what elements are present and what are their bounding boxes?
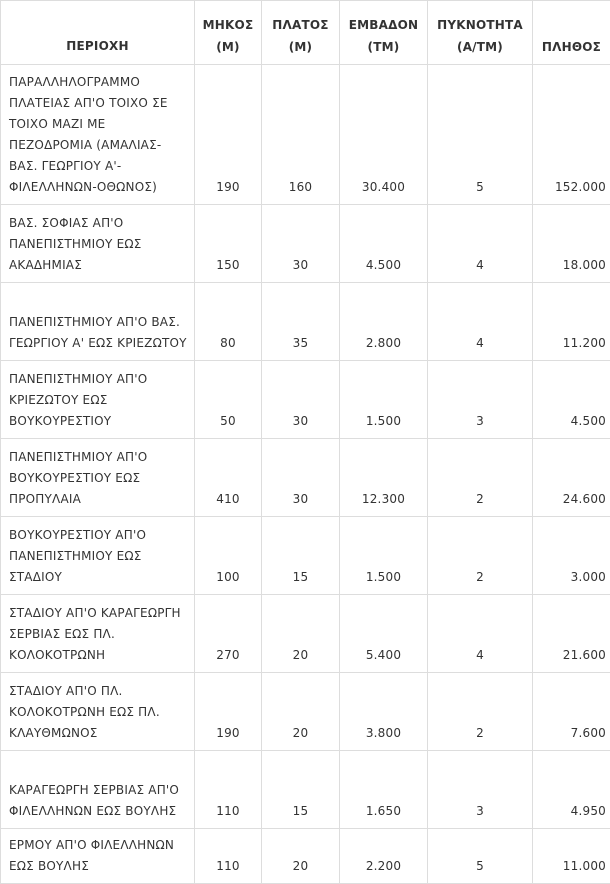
cell-region: ΚΑΡΑΓΕΩΡΓΗ ΣΕΡΒΙΑΣ ΑΠ'Ο ΦΙΛΕΛΛΗΝΩΝ ΕΩΣ ΒΟΥΛΗΣ [1, 751, 195, 829]
cell-width: 20 [262, 673, 340, 751]
cell-width: 35 [262, 283, 340, 361]
cell-region: ΣΤΑΔΙΟΥ ΑΠ'Ο ΚΑΡΑΓΕΩΡΓΗ ΣΕΡΒΙΑΣ ΕΩΣ ΠΛ. ΚΟΛΟΚΟΤΡΩΝΗ [1, 595, 195, 673]
cell-density: 5 [428, 65, 533, 205]
table-row [1, 65, 610, 205]
cell-density: 3 [428, 361, 533, 439]
header-width: ΠΛΑΤΟΣ (Μ) [262, 1, 340, 65]
cell-count: 4.950 [533, 751, 610, 829]
header-density: ΠΥΚΝΟΤΗΤΑ (Α/ΤΜ) [428, 1, 533, 65]
cell-region: ΒΟΥΚΟΥΡΕΣΤΙΟΥ ΑΠ'Ο ΠΑΝΕΠΙΣΤΗΜΙΟΥ ΕΩΣ ΣΤΑΔΙΟΥ [1, 517, 195, 595]
cell-density: 5 [428, 829, 533, 884]
cell-area: 1.500 [340, 361, 428, 439]
cell-width: 15 [262, 517, 340, 595]
cell-region: ΠΑΝΕΠΙΣΤΗΜΙΟΥ ΑΠ'Ο ΒΟΥΚΟΥΡΕΣΤΙΟΥ ΕΩΣ ΠΡΟΠΥΛΑΙΑ [1, 439, 195, 517]
cell-width: 15 [262, 751, 340, 829]
header-row [1, 1, 610, 65]
cell-count: 7.600 [533, 673, 610, 751]
cell-region: ΣΤΑΔΙΟΥ ΑΠ'Ο ΠΛ. ΚΟΛΟΚΟΤΡΩΝΗ ΕΩΣ ΠΛ. ΚΛΑΥΘΜΩΝΟΣ [1, 673, 195, 751]
cell-area: 4.500 [340, 205, 428, 283]
cell-width: 30 [262, 361, 340, 439]
table-row [1, 829, 610, 884]
cell-region: ΠΑΡΑΛΛΗΛΟΓΡΑΜΜΟ ΠΛΑΤΕΙΑΣ ΑΠ'Ο ΤΟΙΧΟ ΣΕ ΤΟΙΧΟ ΜΑΖΙ ΜΕ ΠΕΖΟΔΡΟΜΙΑ (ΑΜΑΛΙΑΣ-ΒΑΣ. ΓΕΩΡΓΙΟΥ Α'-ΦΙΛΕΛΛΗΝΩΝ-ΟΘΩΝΟΣ) [1, 65, 195, 205]
cell-density: 3 [428, 751, 533, 829]
cell-length: 270 [195, 595, 262, 673]
table-row [1, 517, 610, 595]
cell-density: 4 [428, 283, 533, 361]
table-row [1, 439, 610, 517]
cell-density: 2 [428, 517, 533, 595]
cell-length: 190 [195, 65, 262, 205]
header-length: ΜΗΚΟΣ (Μ) [195, 1, 262, 65]
cell-count: 11.000 [533, 829, 610, 884]
cell-density: 2 [428, 673, 533, 751]
header-count: ΠΛΗΘΟΣ [533, 1, 610, 65]
cell-length: 110 [195, 829, 262, 884]
cell-density: 4 [428, 595, 533, 673]
cell-area: 2.800 [340, 283, 428, 361]
cell-area: 30.400 [340, 65, 428, 205]
cell-length: 50 [195, 361, 262, 439]
cell-area: 2.200 [340, 829, 428, 884]
cell-region: ΕΡΜΟΥ ΑΠ'Ο ΦΙΛΕΛΛΗΝΩΝ ΕΩΣ ΒΟΥΛΗΣ [1, 829, 195, 884]
table-row [1, 283, 610, 361]
cell-area: 12.300 [340, 439, 428, 517]
cell-length: 410 [195, 439, 262, 517]
cell-region: ΠΑΝΕΠΙΣΤΗΜΙΟΥ ΑΠ'Ο ΒΑΣ. ΓΕΩΡΓΙΟΥ Α' ΕΩΣ ΚΡΙΕΖΩΤΟΥ [1, 283, 195, 361]
cell-count: 3.000 [533, 517, 610, 595]
table-row [1, 205, 610, 283]
cell-width: 30 [262, 205, 340, 283]
table-row [1, 751, 610, 829]
header-region: ΠΕΡΙΟΧΗ [1, 1, 195, 65]
cell-count: 21.600 [533, 595, 610, 673]
cell-count: 4.500 [533, 361, 610, 439]
cell-density: 2 [428, 439, 533, 517]
cell-width: 160 [262, 65, 340, 205]
cell-length: 150 [195, 205, 262, 283]
cell-length: 110 [195, 751, 262, 829]
cell-area: 1.650 [340, 751, 428, 829]
table-row [1, 673, 610, 751]
table-row [1, 361, 610, 439]
cell-count: 11.200 [533, 283, 610, 361]
cell-count: 152.000 [533, 65, 610, 205]
cell-length: 190 [195, 673, 262, 751]
cell-density: 4 [428, 205, 533, 283]
cell-count: 18.000 [533, 205, 610, 283]
table-row [1, 595, 610, 673]
cell-area: 5.400 [340, 595, 428, 673]
header-area: ΕΜΒΑΔΟΝ (ΤΜ) [340, 1, 428, 65]
cell-length: 80 [195, 283, 262, 361]
cell-area: 3.800 [340, 673, 428, 751]
cell-length: 100 [195, 517, 262, 595]
cell-width: 20 [262, 595, 340, 673]
cell-region: ΠΑΝΕΠΙΣΤΗΜΙΟΥ ΑΠ'Ο ΚΡΙΕΖΩΤΟΥ ΕΩΣ ΒΟΥΚΟΥΡΕΣΤΙΟΥ [1, 361, 195, 439]
cell-width: 30 [262, 439, 340, 517]
cell-area: 1.500 [340, 517, 428, 595]
cell-count: 24.600 [533, 439, 610, 517]
cell-region: ΒΑΣ. ΣΟΦΙΑΣ ΑΠ'Ο ΠΑΝΕΠΙΣΤΗΜΙΟΥ ΕΩΣ ΑΚΑΔΗΜΙΑΣ [1, 205, 195, 283]
cell-width: 20 [262, 829, 340, 884]
